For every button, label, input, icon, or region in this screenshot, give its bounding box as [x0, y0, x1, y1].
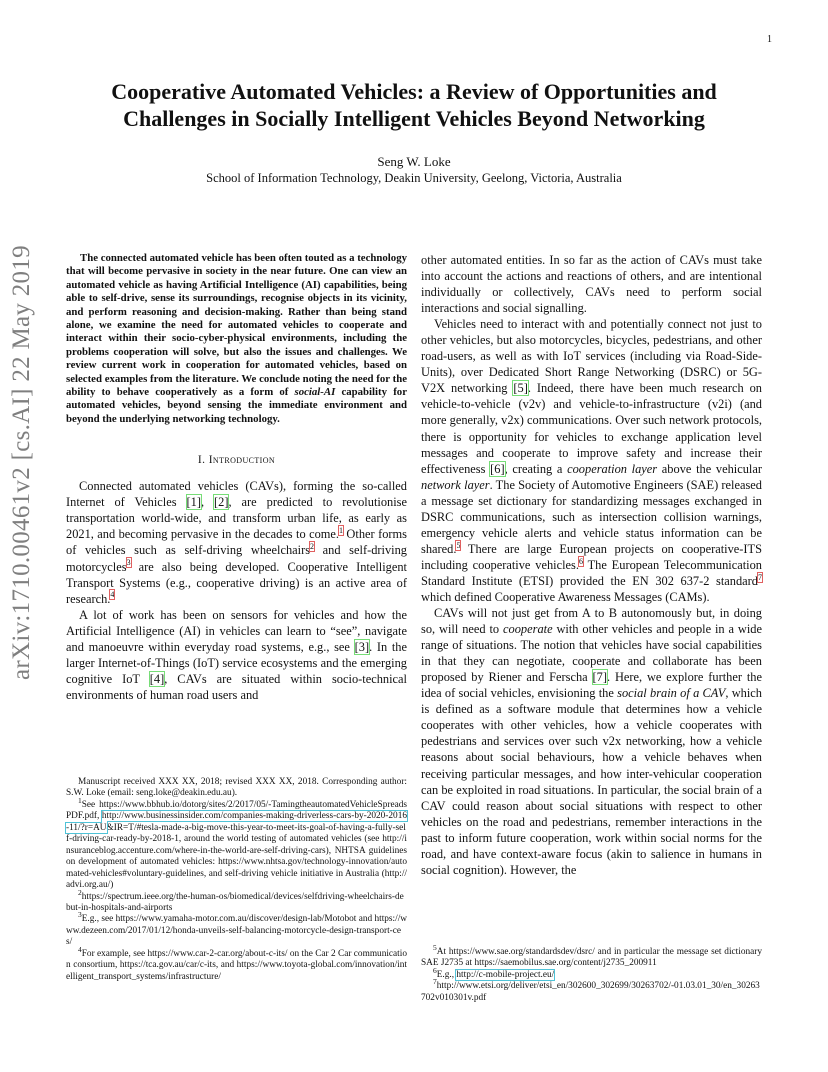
title-line-1: Cooperative Automated Vehicles: a Review of Opportunities and	[111, 79, 717, 104]
footnote-3	[66, 910, 407, 948]
footnote-5	[421, 942, 762, 970]
footnotes-right	[421, 942, 762, 1004]
footnote-mark: 1	[78, 795, 82, 805]
emphasis-cooperate: cooperate	[503, 622, 553, 637]
text-run: are also being developed. Cooperative Intelligent Transport Systems (e.g., cooperative driving) is an active area of research.	[66, 559, 407, 606]
footnote-mark: 2	[78, 887, 82, 897]
footnote-text: https://spectrum.ieee.org/the-human-os/biomedical/devices/selfdriving-wheelchairs-debut-in-hospitals-and-airports	[66, 891, 404, 913]
footnote-mark: 5	[433, 942, 437, 952]
footnote-mark: 3	[78, 910, 82, 920]
author-affiliation: School of Information Technology, Deakin University, Geelong, Victoria, Australia	[206, 171, 622, 185]
footnote-2	[66, 887, 407, 915]
footnote-ref-6[interactable]: 6	[578, 556, 583, 566]
footnote-mark: 7	[433, 977, 437, 987]
emphasis-network-layer: network layer	[421, 477, 490, 492]
text-run: , which is defined as a software module that determines how a vehicle cooperates with other vehicles, how a vehicle cooperates with pedestrians and services over such v2x networking, how a vehicle reasons about social behaviours, how a vehicle behaves when receiving particular messages, and how inter-vehicular cooperation can be exploited in road situations. In particular, the social brain of a CAV could reason about social situations with respect to other vehicles on the road and pedestrians, remember interactions in the past to inform future cooperation, work within social norms for the road, and have context-aware focus (akin to salience in humans in social cognition). However, the	[421, 686, 762, 877]
footnote-text: See https://www.bbhub.io/dotorg/sites/2/2017/05/-TamingtheautomatedVehicleSpreadsPDF.pdf,	[66, 799, 407, 822]
footnote-text: At https://www.sae.org/standardsdev/dsrc/ and in particular the message set dictionary SAE J2735 at https://saemobilus.sae.org/content/j2735_200911	[421, 947, 762, 969]
footnote-ref-7[interactable]: 7	[758, 572, 762, 582]
text-run: , CAVs are situated within socio-technical environments of human road users and	[66, 671, 407, 702]
text-run: . In the larger Internet-of-Things (IoT) service ecosystems and the emerging cognitive IoT	[66, 639, 407, 686]
text-run: . The Society of Automotive Engineers (SAE) released a message set dictionary for standardizing messages exchanged in DSRC communications, such as intersection collision warnings, emergency vehicle alerts and vehicle status information can be shared.	[421, 477, 762, 556]
section-heading-introduction	[66, 454, 407, 466]
body-paragraph-continued: other automated entities. In so far as the action of CAVs must take into account the actions and reactions of others, and are intentional individually or collectively, CAVs need to perform social interactions and social signalling.	[421, 253, 762, 316]
emphasis-social-brain: social brain of a CAV	[617, 686, 726, 701]
abstract-emphasis: social-AI	[294, 386, 336, 399]
body-paragraph-social-brain	[421, 605, 762, 878]
footnote-1	[66, 795, 407, 892]
footnote-mark: 6	[433, 965, 437, 975]
footnote-text: For example, see https://www.car-2-car.org/about-c-its/ on the Car 2 Car communication consortium, https://tca.gov.au/car/c-its, and https://www.toyota-global.com/innovation/intelligent_transport_systems/infrastructure/	[66, 948, 407, 982]
paper-title	[60, 78, 768, 132]
text-run: Connected automated vehicles (CAVs), forming the so-called Internet of Vehicles	[66, 479, 407, 510]
citation-link-2[interactable]: [2]	[214, 495, 229, 510]
footnote-1-link[interactable]: http://www.businessinsider.com/companies-making-driverless-cars-by-2020-2016-11/?r=AU	[66, 811, 407, 833]
emphasis-cooperation-layer: cooperation layer	[567, 461, 658, 476]
text-run: with other vehicles and people in a wide range of situations. The notion that vehicles have social capabilities in that they can negotiate, cooperate and collaborate has been proposed by Riener and Ferscha	[421, 622, 763, 685]
footnote-text: E.g., see https://www.yamaha-motor.com.au/discover/design-lab/Motobot and https://www.dezeen.com/2017/01/12/honda-unveils-self-balancing-motorcycle-design-transport-ces/	[66, 914, 407, 948]
section-number: I.	[197, 454, 209, 467]
text-run: . Indeed, there have been much research on vehicle-to-vehicle (v2v) and vehicle-to-infrastructure (v2i) (and more generally, v2x) communications. Over such network protocols, there is opportunity for vehicles to exchange application level messages and cooperate to improve safety and increase their effectiveness	[421, 381, 762, 476]
intro-paragraph-2	[66, 607, 407, 703]
text-run: . Here, we explore further the idea of social vehicles, envisioning the	[421, 670, 762, 701]
body-paragraph-vehicles-interact	[421, 316, 762, 605]
footnote-text: http://www.etsi.org/deliver/etsi_en/302600_302699/30263702/-01.03.01_30/en_30263702v010301v.pdf	[421, 981, 760, 1003]
citation-link-3[interactable]: [3]	[354, 639, 370, 654]
citation-link-4[interactable]: [4]	[149, 671, 165, 686]
footnote-7	[421, 977, 762, 1004]
author-name: Seng W. Loke	[377, 154, 451, 169]
text-run: Other forms of vehicles such as self-driving wheelchairs	[66, 527, 407, 558]
text-run: and self-driving motorcycles	[66, 543, 407, 574]
abstract-text: The connected automated vehicle has been often touted as a technology that will become pervasive in society in the near future. One can view an automated vehicle as having Artificial Intelligence (AI) capabilities, being able to self-drive, sense its surroundings, recognise objects in its vicinity, and perform reasoning and decision-making. Rather than being stand alone, we examine the need for automated vehicles to cooperate and interact within their socio-cyber-physical environments, including the problems cooperation will solve, but also the issues and challenges. We review current work in cooperation for automated vehicles, based on selected examples from the literature. We conclude noting the need for the ability to behave cooperatively as a form of	[66, 252, 407, 399]
arxiv-identifier-stamp: arXiv:1710.00461v2 [cs.AI] 22 May 2019	[8, 245, 35, 680]
left-column	[66, 252, 407, 703]
footnote-text: &IR=T/#tesla-made-a-big-move-this-year-to-meet-its-goal-of-having-a-fully-self-driving-car-ready-by-2018-1, around the world testing of automated vehicles (see http://insuranceblog.accenture.com/where-in-the-world-are-self-driving-cars), NHTSA guidelines on development of automated vehicles: https://www.nhtsa.gov/technology-innovation/automated-vehicles#voluntary-guidelines, and self-driving vehicle initiative in Australia (http://advi.org.au/)	[66, 822, 407, 891]
manuscript-note: Manuscript received XXX XX, 2018; revised XXX XX, 2018. Corresponding author: S.W. Loke (email: seng.loke@deakin.edu.au).	[66, 777, 407, 799]
citation-link-1[interactable]: [1]	[186, 495, 201, 510]
citation-link-5[interactable]: [5]	[513, 381, 528, 396]
text-run: The European Telecommunication Standard Institute (ETSI) provided the EN 302 637-2 standard	[421, 557, 762, 588]
abstract	[66, 252, 407, 426]
text-run: above the vehicular	[657, 461, 762, 476]
text-run: A lot of work has been on sensors for vehicles and how the Artificial Intelligence (AI) in vehicles can learn to “see”, navigate and manoeuvre within everyday road systems, e.g., see	[66, 607, 407, 654]
footnote-ref-2[interactable]: 2	[310, 542, 315, 552]
footnote-mark: 4	[78, 944, 82, 954]
text-run: which defined Cooperative Awareness Messages (CAMs).	[421, 589, 710, 604]
text-run: , creating a	[504, 461, 568, 476]
text-run: CAVs will not just get from A to B autonomously but, in doing so, will need to	[421, 606, 762, 637]
footnote-6-link[interactable]: http://c-mobile-project.eu/	[456, 969, 555, 980]
footnote-ref-5[interactable]: 5	[456, 540, 461, 550]
title-line-2: Challenges in Socially Intelligent Vehicles Beyond Networking	[123, 106, 705, 131]
footnote-ref-1[interactable]: 1	[339, 526, 344, 536]
page-number: 1	[767, 34, 772, 45]
text-run: Vehicles need to interact with and potentially connect not just to other vehicles, but also motorcycles, bicycles, pedestrians, and other road-users, as well as with IoT services (including via Road-Side-Units), over Dedicated Short Range Networking (DSRC) or 5G-V2X networking	[421, 317, 762, 396]
footnote-6	[421, 965, 762, 981]
text-run: , are predicted to revolutionise transportation world-wide, and transform urban life, as early as 2021, and becoming pervasive in the decades to come.	[66, 495, 407, 542]
citation-link-6[interactable]: [6]	[490, 461, 505, 476]
footnote-ref-3[interactable]: 3	[126, 558, 131, 568]
text-run: There are large European projects on cooperative-ITS including cooperative vehicles.	[421, 541, 762, 572]
footnote-text: E.g.,	[436, 969, 457, 980]
text-run: ,	[200, 495, 215, 510]
footnotes-left	[66, 777, 407, 983]
intro-paragraph-1	[66, 478, 407, 606]
citation-link-7[interactable]: [7]	[592, 670, 607, 685]
section-title: Introduction	[208, 454, 276, 467]
footnote-ref-4[interactable]: 4	[110, 590, 115, 600]
abstract-text-end: capability for automated vehicles, beyond sensing the immediate environment and beyond the underlying networking technology.	[66, 386, 407, 425]
right-column	[421, 252, 762, 878]
footnote-4	[66, 944, 407, 983]
